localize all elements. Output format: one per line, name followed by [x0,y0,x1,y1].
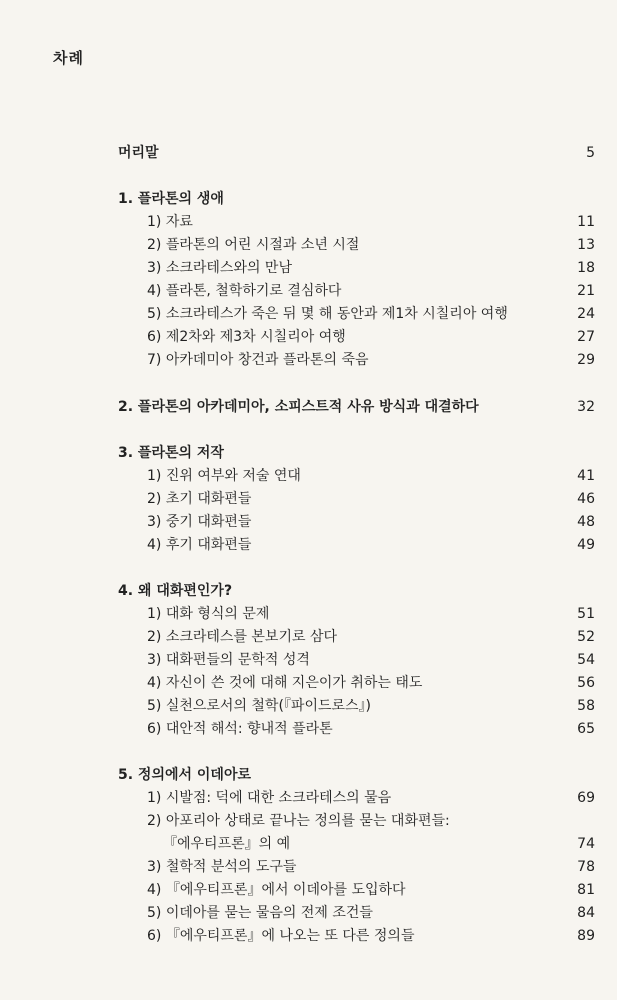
toc-entry-label: 6) 『에우티프론』에 나오는 또 다른 정의들 [147,928,415,944]
toc-entry [147,925,595,947]
toc-entry-label: 1) 시발점: 덕에 대한 소크라테스의 물음 [147,790,392,806]
toc-entry [147,511,595,533]
toc-entry-label: 3) 철학적 분석의 도구들 [147,859,297,875]
toc-entry [147,626,595,648]
toc-entry [147,257,595,279]
toc-entry [147,234,595,256]
toc-entry-label: 5) 소크라테스가 죽은 뒤 몇 해 동안과 제1차 시칠리아 여행 [147,306,508,322]
toc-entry-page: 51 [577,606,595,622]
toc-entry-label: 3) 중기 대화편들 [147,514,252,530]
toc-entry-label: 4) 『에우티프론』에서 이데아를 도입하다 [147,882,406,898]
toc-entry-label: 2) 플라톤의 어린 시절과 소년 시절 [147,237,360,253]
toc-entry [147,672,595,694]
toc-entry-label: 2) 초기 대화편들 [147,491,252,507]
toc-entry-page: 58 [577,698,595,714]
toc-entry-page: 49 [577,537,595,553]
toc-entry-label: 6) 대안적 해석: 향내적 플라톤 [147,721,333,737]
toc-chapter-5 [118,764,595,786]
toc-entry-page: 48 [577,514,595,530]
toc-entry-page: 74 [577,836,595,852]
toc-entry [147,488,595,510]
toc-entry-page: 24 [577,306,595,322]
toc-entry-page: 13 [577,237,595,253]
toc-entry-page: 32 [577,399,595,415]
toc-entry-page: 27 [577,329,595,345]
toc-entry [147,856,595,878]
toc-entry-label: 4) 자신이 쓴 것에 대해 지은이가 취하는 태도 [147,675,423,691]
toc-entry-page: 54 [577,652,595,668]
toc-entry-page: 52 [577,629,595,645]
toc-entry-page: 56 [577,675,595,691]
toc-entry-label: 2) 소크라테스를 본보기로 삼다 [147,629,338,645]
toc-entry-page: 18 [577,260,595,276]
toc-entry [147,280,595,302]
toc-entry-label: 6) 제2차와 제3차 시칠리아 여행 [147,329,346,345]
toc-entry [147,879,595,901]
toc-entry-page: 11 [577,214,595,230]
toc-entry-label: 1) 진위 여부와 저술 연대 [147,468,301,484]
toc-entry-page: 5 [586,145,595,161]
toc-entry-preface [118,142,595,164]
toc-entry-page: 69 [577,790,595,806]
toc-entry-label: 1) 대화 형식의 문제 [147,606,270,622]
toc-chapter-4 [118,580,595,602]
toc-entry-page: 84 [577,905,595,921]
toc-entry-continuation [163,833,595,855]
toc-entry-label: 3) 대화편들의 문학적 성격 [147,652,310,668]
toc-chapter-label: 1. 플라톤의 생애 [118,191,224,207]
toc-entry-page: 21 [577,283,595,299]
page-title: 차례 [53,49,84,67]
toc-entry [147,603,595,625]
toc-entry [147,810,595,832]
toc-entry-label: 4) 후기 대화편들 [147,537,252,553]
toc-entry [147,303,595,325]
toc-entry-label: 5) 이데아를 묻는 물음의 전제 조건들 [147,905,373,921]
toc-entry-page: 78 [577,859,595,875]
toc-entry-label: 3) 소크라테스와의 만남 [147,260,292,276]
toc-entry-label: 1) 자료 [147,214,193,230]
toc-entry [147,211,595,233]
toc-entry-label: 머리말 [118,145,159,161]
toc-chapter-label: 3. 플라톤의 저작 [118,445,224,461]
toc-entry [147,649,595,671]
toc-entry [147,718,595,740]
toc-entry-page: 65 [577,721,595,737]
toc-entry [147,902,595,924]
toc-chapter-2 [118,396,595,418]
toc-entry-page: 41 [577,468,595,484]
toc-entry [147,326,595,348]
toc-entry [147,465,595,487]
toc-chapter-1 [118,188,595,210]
toc-entry-label: 2) 아포리아 상태로 끝나는 정의를 묻는 대화편들: [147,813,450,829]
toc-chapter-label: 4. 왜 대화편인가? [118,583,233,599]
toc-entry-page: 81 [577,882,595,898]
toc-entry [147,695,595,717]
toc-entry [147,534,595,556]
toc-entry-page: 89 [577,928,595,944]
toc-chapter-label: 5. 정의에서 이데아로 [118,767,251,783]
toc-entry-page: 46 [577,491,595,507]
toc-entry-label: 4) 플라톤, 철학하기로 결심하다 [147,283,342,299]
toc-chapter-3 [118,442,595,464]
toc-entry-label: 『에우티프론』의 예 [163,836,291,852]
toc-entry [147,787,595,809]
toc-chapter-label: 2. 플라톤의 아카데미아, 소피스트적 사유 방식과 대결하다 [118,399,479,415]
toc-entry-label: 7) 아카데미아 창건과 플라톤의 죽음 [147,352,369,368]
toc-entry [147,349,595,371]
toc-entry-page: 29 [577,352,595,368]
toc-entry-label: 5) 실천으로서의 철학(『파이드로스』) [147,698,372,714]
